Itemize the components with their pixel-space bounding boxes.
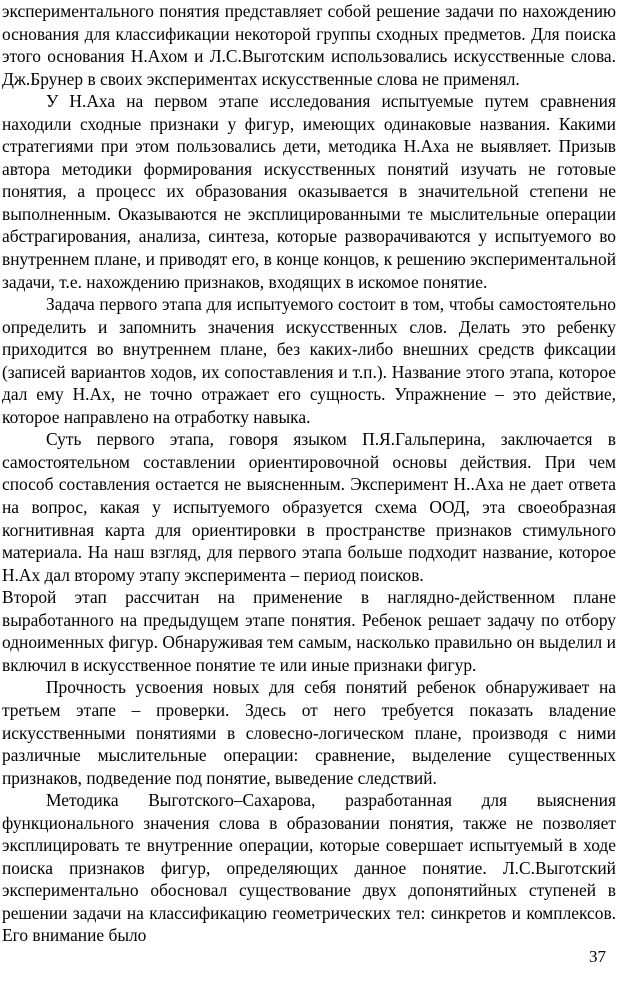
- paragraph-5: Второй этап рассчитан на применение в наглядно-действенном плане выработанного на предыдущем этапе понятия. Ребенок решает задачу по отбору одноименных фигур. Обнаруживая тем самым, насколько правильно он выделил и включил в искусственное понятие те или иные признаки фигур.: [2, 587, 616, 675]
- paragraph-6: Прочность усвоения новых для себя понятий ребенок обнаруживает на третьем этапе – проверки. Здесь от него требуется показать владение искусственными понятиями в словесно-логическом плане, производя с ними различные мыслительные операции: сравнение, выделение существенных признаков, подведение под понятие, выведение следствий.: [2, 677, 616, 788]
- paragraph-3: Задача первого этапа для испытуемого состоит в том, чтобы самостоятельно определить и запомнить значения искусственных слов. Делать это ребенку приходится во внутреннем плане, без каких-либо внешних средств фиксации (записей вариантов ходов, их сопоставления и т.п.). Название этого этапа, которое дал ему Н.Ах, не точно отражает его сущность. Упражнение – это действие, которое направлено на отработку навыка.: [2, 294, 616, 427]
- page-number: 37: [589, 947, 606, 966]
- paragraph-2: У Н.Аха на первом этапе исследования испытуемые путем сравнения находили сходные признаки у фигур, имеющих одинаковые названия. Какими стратегиями при этом пользовались дети, методика Н.Аха не выявляет. Призыв автора методики формирования искусственных понятий изучать не готовые понятия, а процесс их образования оказывается в значительной степени не выполненным. Оказываются не эксплицированными те мыслительные операции абстрагирования, анализа, синтеза, которые разворачиваются у испытуемого во внутреннем плане, и приводят его, в конце концов, к решению экспериментальной задачи, т.е. нахождению признаков, входящих в искомое понятие.: [2, 91, 616, 292]
- paragraph-1: экспериментального понятия представляет собой решение задачи по нахождению основания для классификации некоторой группы сходных предметов. Для поиска этого основания Н.Ахом и Л.С.Выготским использовались искусственные слова. Дж.Брунер в своих экспериментах искусственные слова не применял.: [2, 1, 616, 89]
- paragraph-4: Суть первого этапа, говоря языком П.Я.Гальперина, заключается в самостоятельном составлении ориентировочной основы действия. При чем способ составления остается не выясненным. Эксперимент Н..Аха не дает ответа на вопрос, какая у испытуемого образуется схема ООД, эта своеобразная когнитивная карта для ориентировки в пространстве признаков стимульного материала. На наш взгляд, для первого этапа больше подходит название, которое Н.Ах дал второму этапу эксперимента – период поисков.: [2, 429, 616, 585]
- paragraph-7: Методика Выготского–Сахарова, разработанная для выяснения функционального значения слова в образовании понятия, также не позволяет эксплицировать те внутренние операции, которые совершает испытуемый в ходе поиска признаков фигур, определяющих данное понятие. Л.С.Выготский экспериментально обосновал существование двух допонятийных ступеней в решении задачи на классификацию геометрических тел: синкретов и комплексов. Его внимание было: [2, 790, 616, 946]
